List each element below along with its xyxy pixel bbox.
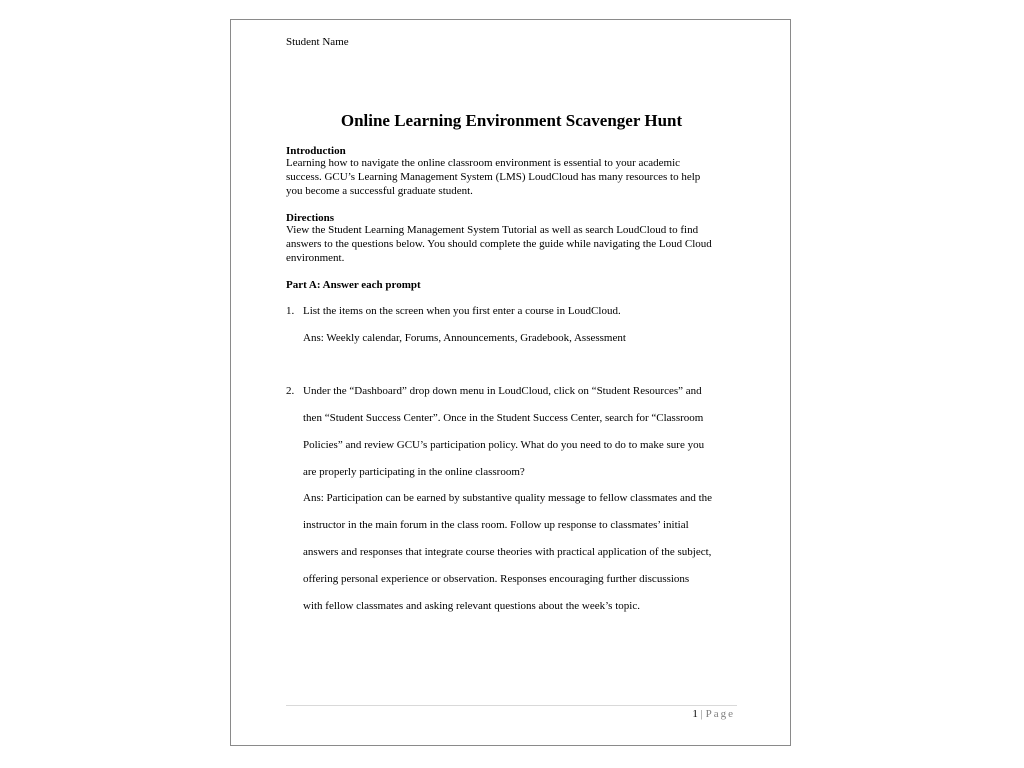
item-2-question-line-2: then “Student Success Center”. Once in the Student Success Center, search for “Classroom: [303, 412, 704, 424]
page-number: 1: [692, 708, 698, 720]
item-2-question-line-4: are properly participating in the online classroom?: [303, 466, 525, 478]
item-2-answer-line-3: answers and responses that integrate course theories with practical application of the subject,: [303, 546, 712, 558]
item-2-answer-line-5: with fellow classmates and asking relevant questions about the week’s topic.: [303, 600, 640, 612]
page-separator: |: [700, 708, 703, 720]
document-page: [230, 19, 791, 746]
item-1-number: 1.: [286, 305, 295, 317]
item-1-answer: Ans: Weekly calendar, Forums, Announcements, Gradebook, Assessment: [303, 332, 626, 344]
footer-page-number: [692, 708, 735, 720]
directions-line-1: View the Student Learning Management System Tutorial as well as search LoudCloud to find: [286, 224, 699, 236]
item-2-question-line-3: Policies” and review GCU’s participation policy. What do you need to do to make sure you: [303, 439, 705, 451]
introduction-line-2: success. GCU’s Learning Management System (LMS) LoudCloud has many resources to help: [286, 171, 701, 183]
directions-line-2: answers to the questions below. You should complete the guide while navigating the Loud Cloud: [286, 238, 712, 250]
item-2-answer-line-4: offering personal experience or observation. Responses encouraging further discussions: [303, 573, 690, 585]
item-2-answer-line-2: instructor in the main forum in the class room. Follow up response to classmates’ initial: [303, 519, 689, 531]
footer-divider: [286, 705, 737, 706]
item-2-answer-line-1: Ans: Participation can be earned by substantive quality message to fellow classmates and the: [303, 492, 713, 504]
item-2-number: 2.: [286, 385, 295, 397]
page-label: Page: [705, 708, 735, 720]
directions-heading: Directions: [286, 212, 335, 224]
item-1-question: List the items on the screen when you first enter a course in LoudCloud.: [303, 305, 621, 317]
introduction-line-3: you become a successful graduate student.: [286, 185, 473, 197]
document-title: Online Learning Environment Scavenger Hunt: [340, 111, 683, 130]
part-a-heading: Part A: Answer each prompt: [286, 279, 421, 291]
directions-line-3: environment.: [286, 252, 345, 264]
introduction-line-1: Learning how to navigate the online classroom environment is essential to your academic: [286, 157, 681, 169]
introduction-heading: Introduction: [286, 145, 346, 157]
item-2-question-line-1: Under the “Dashboard” drop down menu in LoudCloud, click on “Student Resources” and: [303, 385, 702, 397]
header-student-name: Student Name: [286, 36, 349, 48]
